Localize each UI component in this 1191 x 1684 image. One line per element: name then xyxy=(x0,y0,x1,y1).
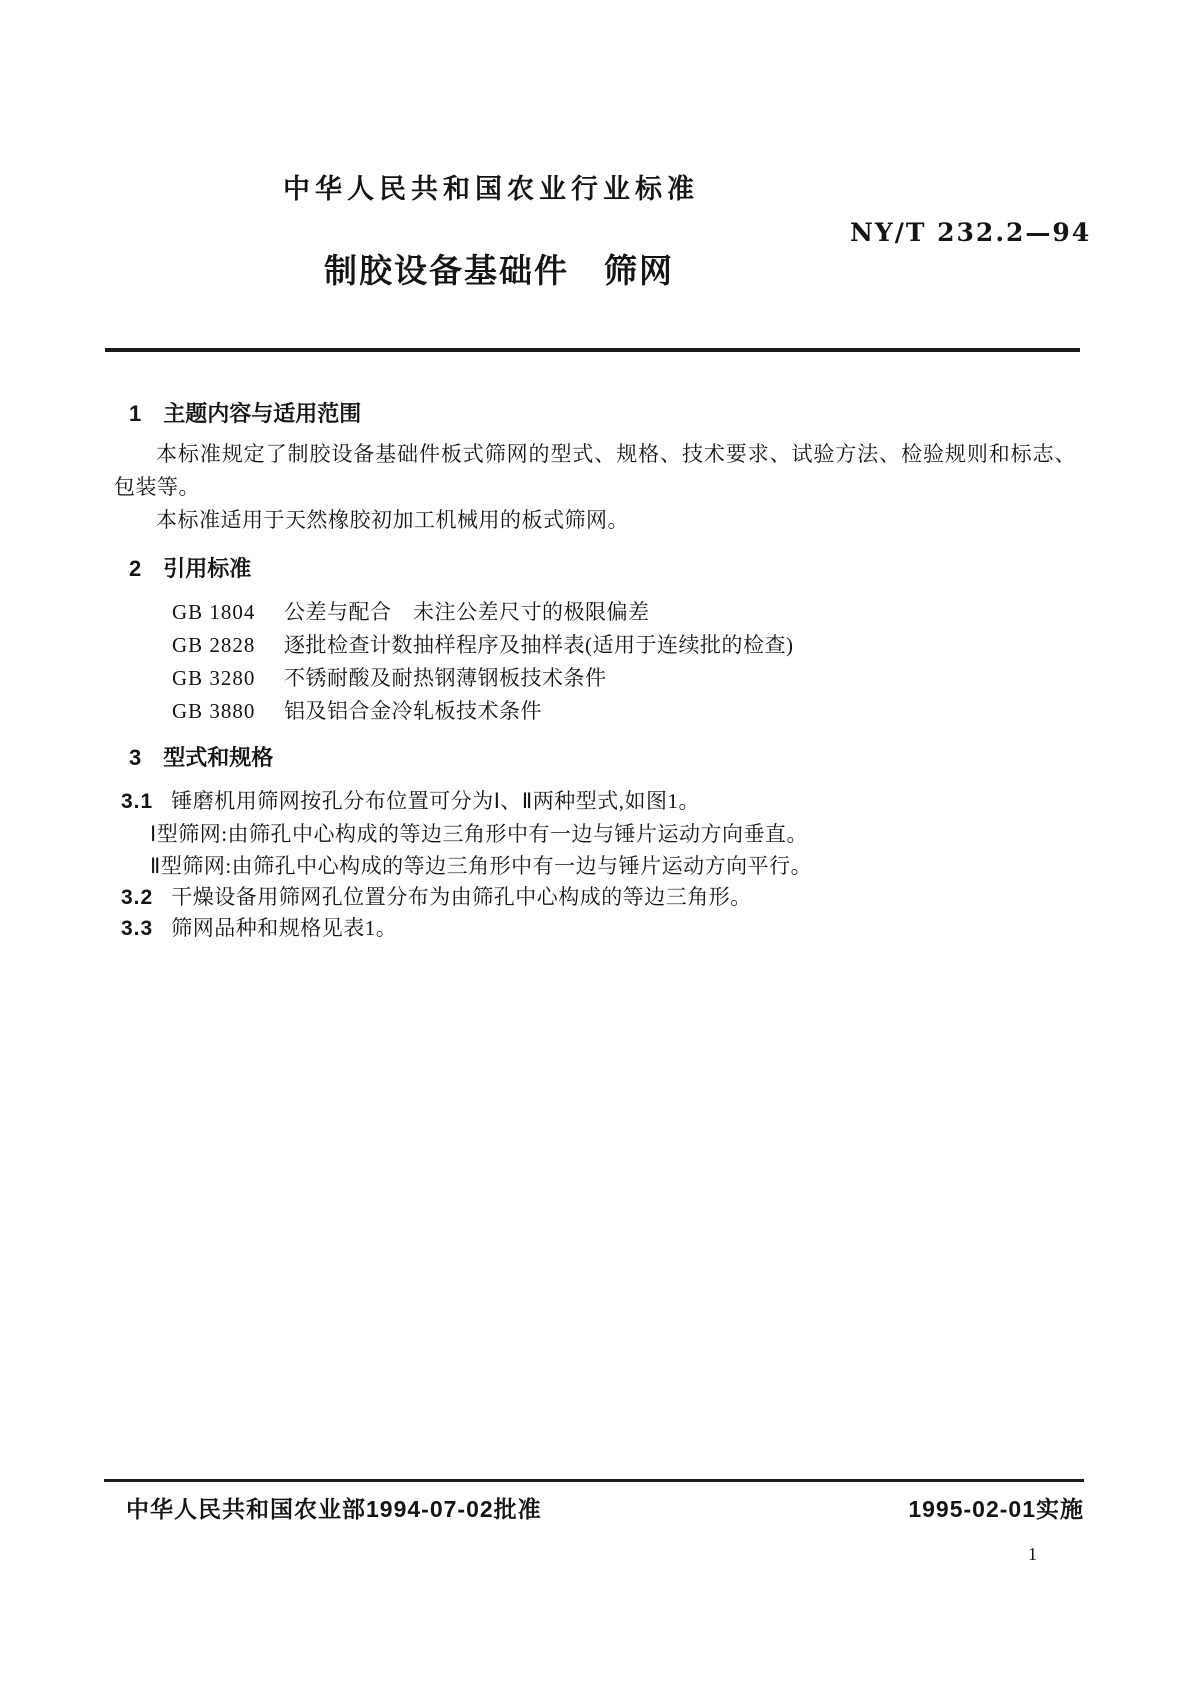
footer-rule xyxy=(104,1479,1084,1482)
section-number: 3 xyxy=(129,745,142,770)
reference-code: GB 2828 xyxy=(172,633,256,657)
reference-code: GB 3880 xyxy=(172,699,256,723)
page-number: 1 xyxy=(1028,1544,1037,1564)
section-title: 引用标准 xyxy=(163,556,252,581)
clause-3-2 xyxy=(121,881,752,911)
section-title: 型式和规格 xyxy=(163,745,274,770)
section-title: 主题内容与适用范围 xyxy=(163,401,362,426)
clause-number: 3.1 xyxy=(121,790,154,813)
reference-line xyxy=(172,596,793,629)
clause-3-1 xyxy=(121,785,700,815)
section-2-heading xyxy=(129,552,251,583)
clause-text: 锤磨机用筛网按孔分布位置可分为Ⅰ、Ⅱ两种型式,如图1。 xyxy=(171,789,700,813)
section-3-heading xyxy=(129,741,273,772)
approval-statement: 中华人民共和国农业部1994-07-02批准 xyxy=(126,1496,542,1522)
section-number: 1 xyxy=(129,401,142,426)
scope-paragraph: 本标准规定了制胶设备基础件板式筛网的型式、规格、技术要求、试验方法、检验规则和标志、包装等。 xyxy=(114,442,1076,499)
header-rule xyxy=(105,348,1080,352)
reference-title: 逐批检查计数抽样程序及抽样表(适用于连续批的检查) xyxy=(284,633,794,657)
clause-3-1-subitem-type2: Ⅱ型筛网:由筛孔中心构成的等边三角形中有一边与锤片运动方向平行。 xyxy=(150,854,813,878)
reference-line xyxy=(172,662,793,695)
clause-number: 3.2 xyxy=(121,886,154,909)
reference-code: GB 3280 xyxy=(172,666,256,690)
reference-title: 不锈耐酸及耐热钢薄钢板技术条件 xyxy=(284,666,607,690)
clause-text: 干燥设备用筛网孔位置分布为由筛孔中心构成的等边三角形。 xyxy=(171,885,752,909)
section-number: 2 xyxy=(129,556,142,581)
reference-line xyxy=(172,695,793,728)
reference-line xyxy=(172,629,793,662)
document-title: 制胶设备基础件 筛网 xyxy=(324,252,674,289)
standard-type-heading: 中华人民共和国农业行业标准 xyxy=(283,174,699,204)
reference-title: 铝及铝合金冷轧板技术条件 xyxy=(284,699,542,723)
clause-3-3 xyxy=(121,912,397,942)
clause-3-1-subitem-type1: Ⅰ型筛网:由筛孔中心构成的等边三角形中有一边与锤片运动方向垂直。 xyxy=(150,822,809,846)
reference-title: 公差与配合 未注公差尺寸的极限偏差 xyxy=(284,600,650,624)
referenced-standards-list xyxy=(172,596,793,728)
section-1-heading xyxy=(129,397,361,428)
reference-code: GB 1804 xyxy=(172,600,256,624)
clause-number: 3.3 xyxy=(121,917,154,940)
implementation-statement: 1995-02-01实施 xyxy=(908,1496,1084,1522)
standard-number: NY/T 232.2—94 xyxy=(850,218,1092,247)
clause-text: 筛网品种和规格见表1。 xyxy=(171,916,398,940)
applicability-paragraph: 本标准适用于天然橡胶初加工机械用的板式筛网。 xyxy=(156,508,629,532)
